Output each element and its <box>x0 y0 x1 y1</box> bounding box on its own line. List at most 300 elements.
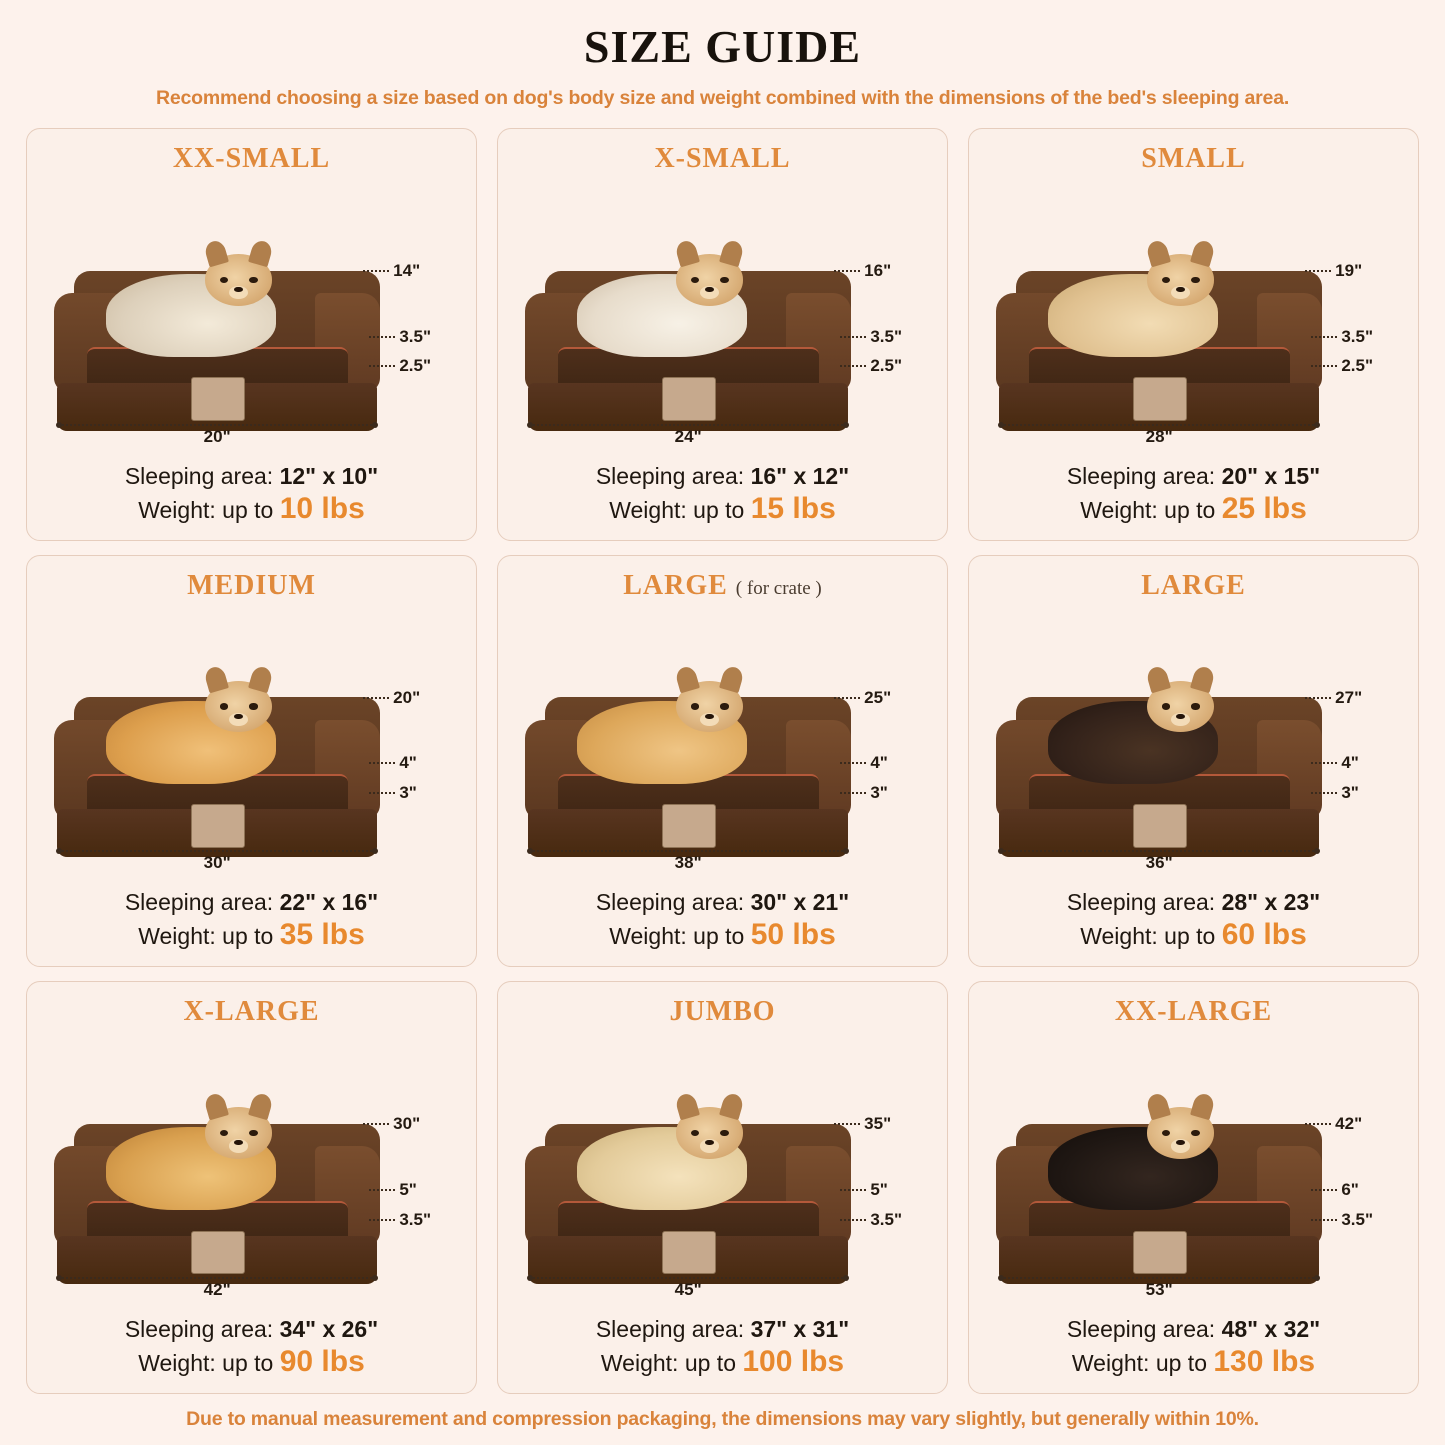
size-card <box>497 128 948 541</box>
dimension-base-value: 3.5" <box>1341 1209 1374 1229</box>
weight-upto-label: up to <box>693 923 745 950</box>
pet-head <box>1147 1107 1215 1159</box>
pet-ear-left <box>203 665 229 693</box>
dimension-bolster-value: 3.5" <box>870 326 903 346</box>
weight-line <box>979 918 1408 952</box>
pet-ear-right <box>1190 665 1216 693</box>
dimension-base <box>1311 356 1373 376</box>
dimension-base <box>369 1210 431 1230</box>
dimension-callouts <box>1301 1103 1404 1252</box>
dimension-base <box>840 356 902 376</box>
pet-ear-left <box>1145 238 1171 266</box>
dimension-base <box>369 783 417 803</box>
pet-nose <box>234 287 242 292</box>
weight-label: Weight: <box>138 1349 216 1376</box>
size-card-title <box>623 570 822 602</box>
sleeping-area-line <box>37 463 466 490</box>
sleeping-area-value: 16" x 12" <box>750 462 850 489</box>
leader-line-icon <box>369 336 395 338</box>
size-name: LARGE <box>1141 569 1246 601</box>
leader-line-icon <box>1305 1123 1331 1125</box>
dimension-bolster-value: 6" <box>1341 1179 1359 1199</box>
sleeping-area-value: 37" x 31" <box>750 1315 850 1342</box>
width-measure-icon <box>529 1277 846 1279</box>
leader-line-icon <box>840 336 866 338</box>
dimension-height-value: 25" <box>864 687 892 707</box>
sleeping-area-line <box>979 889 1408 916</box>
dimension-height <box>1305 261 1362 281</box>
pet-eye-left <box>1162 277 1170 283</box>
pet-eye-left <box>220 703 228 709</box>
size-card <box>26 555 477 968</box>
pet-ear-left <box>1145 1092 1171 1120</box>
size-name: X-LARGE <box>183 996 320 1028</box>
sleeping-area-value: 12" x 10" <box>279 462 379 489</box>
dimension-base-value: 2.5" <box>1341 356 1374 376</box>
pet-photo-cat <box>106 274 276 357</box>
dimension-height-value: 14" <box>393 261 421 281</box>
width-measure-icon <box>58 1277 375 1279</box>
sleeping-area-line <box>508 1316 937 1343</box>
weight-upto-label: up to <box>684 1349 736 1376</box>
dimension-bolster <box>840 1180 888 1200</box>
dimension-width-value: 38" <box>674 853 702 873</box>
leader-line-icon <box>1311 762 1337 764</box>
leader-line-icon <box>1311 1219 1337 1221</box>
sleeping-area-value: 28" x 23" <box>1221 889 1321 916</box>
size-card <box>26 128 477 541</box>
pet-photo-border-collie <box>1048 701 1218 784</box>
dimension-height-value: 35" <box>864 1114 892 1134</box>
size-card-info <box>37 887 466 958</box>
leader-line-icon <box>369 1189 395 1191</box>
page-title: SIZE GUIDE <box>583 21 862 72</box>
sleeping-area-line <box>37 1316 466 1343</box>
pet-eye-left <box>220 1130 228 1136</box>
size-card <box>968 555 1419 968</box>
weight-line <box>37 1345 466 1379</box>
size-card-info <box>508 461 937 532</box>
weight-upto-label: up to <box>222 496 274 523</box>
leader-line-icon <box>1311 1189 1337 1191</box>
leader-line-icon <box>363 1123 389 1125</box>
dimension-bolster <box>369 753 417 773</box>
sleeping-area-value: 20" x 15" <box>1221 462 1321 489</box>
dimension-bolster <box>369 1180 417 1200</box>
width-measure-icon <box>58 850 375 852</box>
leader-line-icon <box>1305 270 1331 272</box>
dimension-callouts <box>359 676 462 825</box>
dimension-bolster-value: 4" <box>870 753 888 773</box>
dimension-bolster <box>369 327 431 347</box>
dimension-height-value: 42" <box>1335 1114 1363 1134</box>
dimension-height-value: 20" <box>393 687 421 707</box>
dimension-bolster-value: 5" <box>399 1179 417 1199</box>
size-card-info <box>37 1314 466 1385</box>
pet-photo-labrador <box>577 1127 747 1210</box>
dimension-callouts <box>830 676 933 825</box>
dimension-height <box>834 688 891 708</box>
pet-ear-left <box>203 1092 229 1120</box>
dimension-height <box>363 261 420 281</box>
dimension-base-value: 3" <box>399 782 417 802</box>
weight-label: Weight: <box>609 923 687 950</box>
dimension-height <box>834 261 891 281</box>
width-measure-icon <box>529 424 846 426</box>
dimension-base <box>840 783 888 803</box>
pet-ear-right <box>248 665 274 693</box>
leader-line-icon <box>363 697 389 699</box>
weight-label: Weight: <box>600 1349 679 1376</box>
weight-label: Weight: <box>1080 923 1158 950</box>
leader-line-icon <box>369 1219 395 1221</box>
sleeping-area-label: Sleeping area: <box>1066 889 1216 916</box>
dog-bed-graphic <box>996 697 1322 857</box>
size-card-info <box>37 461 466 532</box>
weight-value: 10 lbs <box>279 491 365 525</box>
leader-line-icon <box>840 365 866 367</box>
weight-label: Weight: <box>138 923 216 950</box>
pet-ear-right <box>1190 238 1216 266</box>
dimension-bolster <box>1311 327 1373 347</box>
dimension-height-value: 30" <box>393 1114 421 1134</box>
size-card-title <box>187 570 316 602</box>
dimension-callouts <box>830 1103 933 1252</box>
weight-line <box>979 492 1408 526</box>
dimension-width-value: 20" <box>203 426 231 446</box>
leader-line-icon <box>834 270 860 272</box>
pet-eye-left <box>220 277 228 283</box>
weight-upto-label: up to <box>1164 496 1216 523</box>
pet-eye-right <box>720 1130 728 1136</box>
dimension-base-value: 3" <box>870 782 888 802</box>
leader-line-icon <box>369 365 395 367</box>
dimension-bolster-value: 4" <box>399 753 417 773</box>
pet-eye-left <box>691 703 699 709</box>
weight-line <box>37 918 466 952</box>
bed-brand-tag <box>662 804 716 848</box>
bed-brand-tag <box>1133 804 1187 848</box>
leader-line-icon <box>1311 336 1337 338</box>
leader-line-icon <box>369 792 395 794</box>
size-card-info <box>508 1314 937 1385</box>
leader-line-icon <box>1305 697 1331 699</box>
leader-line-icon <box>840 792 866 794</box>
dimension-bolster-value: 4" <box>1341 753 1359 773</box>
dimension-height <box>834 1114 891 1134</box>
leader-line-icon <box>1311 792 1337 794</box>
dog-bed-graphic <box>54 697 380 857</box>
bed-brand-tag <box>1133 377 1187 421</box>
dog-bed-graphic <box>525 697 851 857</box>
leader-line-icon <box>369 762 395 764</box>
weight-value: 35 lbs <box>279 918 365 952</box>
dimension-height-value: 16" <box>864 261 892 281</box>
dimension-height <box>363 1114 420 1134</box>
weight-value: 15 lbs <box>750 491 836 525</box>
dimension-width <box>529 424 846 447</box>
leader-line-icon <box>834 697 860 699</box>
size-name: XX-SMALL <box>172 143 331 174</box>
pet-head <box>205 681 273 733</box>
dimension-base <box>1311 1210 1373 1230</box>
weight-label: Weight: <box>138 496 216 523</box>
weight-value: 50 lbs <box>750 918 836 952</box>
pet-ear-right <box>719 665 745 693</box>
size-card-info <box>979 461 1408 532</box>
size-card <box>497 981 948 1394</box>
dimension-height <box>1305 688 1362 708</box>
leader-line-icon <box>840 1219 866 1221</box>
bed-illustration <box>508 175 937 461</box>
pet-nose <box>234 714 242 719</box>
dimension-height-value: 19" <box>1335 261 1363 281</box>
weight-upto-label: up to <box>222 923 274 950</box>
pet-photo-shiba-inu <box>577 701 747 784</box>
dimension-bolster <box>1311 753 1359 773</box>
weight-upto-label: up to <box>693 496 745 523</box>
sleeping-area-value: 30" x 21" <box>750 889 850 916</box>
weight-line <box>508 492 937 526</box>
pet-photo-shih-tzu <box>577 274 747 357</box>
pet-eye-right <box>1191 703 1199 709</box>
width-measure-icon <box>1000 1277 1317 1279</box>
size-name: MEDIUM <box>187 569 316 601</box>
dimension-base <box>369 356 431 376</box>
dimension-base-value: 3.5" <box>399 1209 432 1229</box>
pet-eye-right <box>249 703 257 709</box>
pet-eye-left <box>1162 703 1170 709</box>
weight-line <box>979 1345 1408 1379</box>
dimension-width-value: 28" <box>1145 426 1173 446</box>
dimension-width-value: 53" <box>1145 1279 1173 1299</box>
sleeping-area-value: 34" x 26" <box>279 1315 379 1342</box>
leader-line-icon <box>1311 365 1337 367</box>
pet-head <box>676 1107 744 1159</box>
dimension-width <box>58 850 375 873</box>
size-name: JUMBO <box>669 996 776 1028</box>
dog-bed-graphic <box>54 271 380 431</box>
weight-label: Weight: <box>1071 1349 1150 1376</box>
dimension-bolster <box>840 327 902 347</box>
pet-ear-left <box>674 1092 700 1120</box>
bed-illustration <box>37 602 466 888</box>
weight-value: 130 lbs <box>1213 1344 1316 1378</box>
bed-illustration <box>37 1028 466 1314</box>
weight-line <box>37 492 466 526</box>
pet-eye-right <box>249 277 257 283</box>
size-card-title <box>173 143 330 175</box>
pet-ear-right <box>248 1092 274 1120</box>
bed-illustration <box>37 175 466 461</box>
bed-illustration <box>979 602 1408 888</box>
pet-head <box>1147 681 1215 733</box>
dimension-height <box>1305 1114 1362 1134</box>
bed-brand-tag <box>1133 1231 1187 1275</box>
sleeping-area-label: Sleeping area: <box>1066 1315 1216 1342</box>
leader-line-icon <box>840 762 866 764</box>
dimension-base-value: 2.5" <box>399 356 432 376</box>
dimension-width <box>58 424 375 447</box>
weight-line <box>508 918 937 952</box>
bed-brand-tag <box>191 804 245 848</box>
dimension-height <box>363 688 420 708</box>
pet-photo-french-bulldog <box>1048 274 1218 357</box>
size-name: X-SMALL <box>654 143 791 174</box>
pet-eye-right <box>720 277 728 283</box>
dimension-width <box>1000 424 1317 447</box>
width-measure-icon <box>1000 850 1317 852</box>
dimension-base-value: 3.5" <box>870 1209 903 1229</box>
pet-ear-left <box>203 238 229 266</box>
dog-bed-graphic <box>525 1124 851 1284</box>
pet-ear-left <box>1145 665 1171 693</box>
pet-nose <box>705 287 713 292</box>
pet-nose <box>1176 287 1184 292</box>
sleeping-area-value: 22" x 16" <box>279 889 379 916</box>
width-measure-icon <box>58 424 375 426</box>
size-name: XX-LARGE <box>1114 996 1273 1028</box>
bed-brand-tag <box>662 377 716 421</box>
dimension-base-value: 2.5" <box>870 356 903 376</box>
width-measure-icon <box>1000 424 1317 426</box>
dimension-width <box>529 850 846 873</box>
weight-value: 60 lbs <box>1221 918 1307 952</box>
size-card <box>497 555 948 968</box>
sleeping-area-line <box>979 1316 1408 1343</box>
bed-brand-tag <box>662 1231 716 1275</box>
size-name: LARGE <box>623 569 728 601</box>
leader-line-icon <box>840 1189 866 1191</box>
weight-label: Weight: <box>609 496 687 523</box>
pet-ear-right <box>719 1092 745 1120</box>
sleeping-area-label: Sleeping area: <box>1066 462 1216 489</box>
sleeping-area-label: Sleeping area: <box>124 889 274 916</box>
dimension-width <box>1000 850 1317 873</box>
pet-photo-corgi <box>106 701 276 784</box>
pet-eye-right <box>1191 1130 1199 1136</box>
pet-ear-left <box>674 238 700 266</box>
dimension-width-value: 36" <box>1145 853 1173 873</box>
bed-brand-tag <box>191 377 245 421</box>
pet-eye-right <box>1191 277 1199 283</box>
pet-eye-right <box>720 703 728 709</box>
pet-nose <box>1176 714 1184 719</box>
dog-bed-graphic <box>525 271 851 431</box>
width-measure-icon <box>529 850 846 852</box>
pet-photo-rottweiler <box>1048 1127 1218 1210</box>
weight-upto-label: up to <box>1155 1349 1207 1376</box>
weight-value: 100 lbs <box>742 1344 845 1378</box>
pet-head <box>205 254 273 306</box>
size-card-info <box>979 887 1408 958</box>
dimension-callouts <box>830 249 933 398</box>
size-name-suffix: ( for crate ) <box>735 577 822 599</box>
sleeping-area-label: Sleeping area: <box>124 462 274 489</box>
size-name: SMALL <box>1141 143 1246 174</box>
size-card-title <box>669 996 775 1028</box>
pet-head <box>205 1107 273 1159</box>
sleeping-area-line <box>508 463 937 490</box>
weight-value: 25 lbs <box>1221 491 1307 525</box>
dimension-bolster-value: 3.5" <box>1341 326 1374 346</box>
weight-upto-label: up to <box>1164 923 1216 950</box>
dimension-width-value: 45" <box>674 1279 702 1299</box>
dimension-width-value: 42" <box>203 1279 231 1299</box>
bed-illustration <box>979 1028 1408 1314</box>
sleeping-area-label: Sleeping area: <box>595 1315 745 1342</box>
dimension-bolster-value: 3.5" <box>399 326 432 346</box>
pet-nose <box>705 714 713 719</box>
pet-eye-right <box>249 1130 257 1136</box>
leader-line-icon <box>834 1123 860 1125</box>
bed-illustration <box>508 602 937 888</box>
dimension-callouts <box>1301 676 1404 825</box>
dimension-base <box>840 1210 902 1230</box>
dog-bed-graphic <box>996 271 1322 431</box>
dimension-width <box>529 1277 846 1300</box>
dimension-bolster <box>840 753 888 773</box>
pet-ear-left <box>674 665 700 693</box>
sleeping-area-label: Sleeping area: <box>595 462 745 489</box>
weight-label: Weight: <box>1080 496 1158 523</box>
pet-ear-right <box>1190 1092 1216 1120</box>
size-card-info <box>979 1314 1408 1385</box>
size-card-title <box>654 143 790 175</box>
pet-photo-golden-retriever <box>106 1127 276 1210</box>
dimension-height-value: 27" <box>1335 687 1363 707</box>
dimension-bolster <box>1311 1180 1359 1200</box>
size-card-info <box>508 887 937 958</box>
footer-note: Due to manual measurement and compression packaging, the dimensions may vary slightly, but generally within 10%. <box>186 1408 1259 1430</box>
dimension-bolster-value: 5" <box>870 1179 888 1199</box>
weight-line <box>508 1345 937 1379</box>
pet-head <box>1147 254 1215 306</box>
dimension-callouts <box>359 249 462 398</box>
size-card-title <box>1115 996 1272 1028</box>
page-subtitle: Recommend choosing a size based on dog's body size and weight combined with the dimensions of the bed's sleeping area. <box>155 87 1290 109</box>
size-card-grid <box>26 128 1419 1394</box>
sleeping-area-value: 48" x 32" <box>1221 1315 1321 1342</box>
dimension-width <box>1000 1277 1317 1300</box>
dimension-callouts <box>1301 249 1404 398</box>
dog-bed-graphic <box>996 1124 1322 1284</box>
size-card-title <box>1141 143 1246 175</box>
pet-eye-left <box>691 277 699 283</box>
weight-value: 90 lbs <box>279 1344 365 1378</box>
dimension-width-value: 24" <box>674 426 702 446</box>
size-card <box>968 128 1419 541</box>
size-card-title <box>183 996 319 1028</box>
sleeping-area-line <box>979 463 1408 490</box>
pet-eye-left <box>691 1130 699 1136</box>
dimension-callouts <box>359 1103 462 1252</box>
sleeping-area-line <box>508 889 937 916</box>
dimension-base <box>1311 783 1359 803</box>
pet-ear-right <box>719 238 745 266</box>
size-card <box>26 981 477 1394</box>
bed-brand-tag <box>191 1231 245 1275</box>
pet-head <box>676 681 744 733</box>
size-card-title <box>1141 570 1246 602</box>
sleeping-area-label: Sleeping area: <box>124 1315 274 1342</box>
sleeping-area-label: Sleeping area: <box>595 889 745 916</box>
pet-eye-left <box>1162 1130 1170 1136</box>
leader-line-icon <box>363 270 389 272</box>
size-card <box>968 981 1419 1394</box>
dog-bed-graphic <box>54 1124 380 1284</box>
sleeping-area-line <box>37 889 466 916</box>
